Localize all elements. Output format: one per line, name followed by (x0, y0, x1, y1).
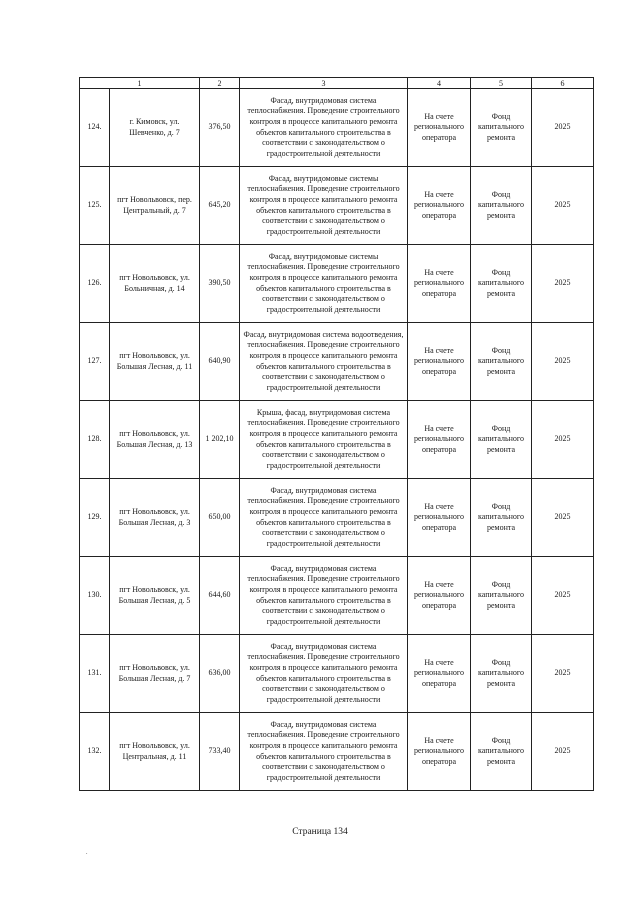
account-cell: На счете регионального оператора (408, 557, 471, 635)
account-cell: На счете регионального оператора (408, 479, 471, 557)
column-number-row (80, 78, 594, 89)
row-number: 132. (80, 713, 110, 791)
address-cell: пгт Новольвовск, ул. Большая Лесная, д. 5 (110, 557, 200, 635)
fund-cell: Фонд капитального ремонта (471, 479, 532, 557)
column-number: 1 (80, 78, 200, 89)
address-cell: пгт Новольвовск, ул. Больничная, д. 14 (110, 245, 200, 323)
works-cell: Фасад, внутридомовые системы теплоснабжения. Проведение строительного контроля в процессе капитального ремонта объектов капитального строительства в соответствии с законодательством о градостроительной деятельности (240, 245, 408, 323)
fund-cell: Фонд капитального ремонта (471, 245, 532, 323)
account-cell: На счете регионального оператора (408, 635, 471, 713)
table-row (80, 401, 594, 479)
works-cell: Крыша, фасад, внутридомовая система теплоснабжения. Проведение строительного контроля в процессе капитального ремонта объектов капитального строительства в соответствии с законодательством о градостроительной деятельности (240, 401, 408, 479)
table-row (80, 557, 594, 635)
works-cell: Фасад, внутридомовая система теплоснабжения. Проведение строительного контроля в процессе капитального ремонта объектов капитального строительства в соответствии с законодательством о градостроительной деятельности (240, 479, 408, 557)
works-cell: Фасад, внутридомовая система теплоснабжения. Проведение строительного контроля в процессе капитального ремонта объектов капитального строительства в соответствии с законодательством о градостроительной деятельности (240, 635, 408, 713)
scan-speck: . (86, 850, 88, 856)
year-cell: 2025 (532, 713, 594, 791)
fund-cell: Фонд капитального ремонта (471, 557, 532, 635)
area-cell: 640,90 (200, 323, 240, 401)
column-number: 2 (200, 78, 240, 89)
column-number: 6 (532, 78, 594, 89)
row-number: 126. (80, 245, 110, 323)
page-number: Страница 134 (292, 827, 348, 837)
area-cell: 376,50 (200, 89, 240, 167)
row-number: 125. (80, 167, 110, 245)
works-cell: Фасад, внутридомовая система теплоснабжения. Проведение строительного контроля в процессе капитального ремонта объектов капитального строительства в соответствии с законодательством о градостроительной деятельности (240, 557, 408, 635)
row-number: 129. (80, 479, 110, 557)
year-cell: 2025 (532, 635, 594, 713)
account-cell: На счете регионального оператора (408, 401, 471, 479)
address-cell: пгт Новольвовск, пер. Центральный, д. 7 (110, 167, 200, 245)
row-number: 131. (80, 635, 110, 713)
table-row (80, 167, 594, 245)
address-cell: пгт Новольвовск, ул. Центральная, д. 11 (110, 713, 200, 791)
table-row (80, 479, 594, 557)
area-cell: 390,50 (200, 245, 240, 323)
address-cell: пгт Новольвовск, ул. Большая Лесная, д. 13 (110, 401, 200, 479)
year-cell: 2025 (532, 479, 594, 557)
account-cell: На счете регионального оператора (408, 245, 471, 323)
account-cell: На счете регионального оператора (408, 323, 471, 401)
works-cell: Фасад, внутридомовая система теплоснабжения. Проведение строительного контроля в процессе капитального ремонта объектов капитального строительства в соответствии с законодательством о градостроительной деятельности (240, 713, 408, 791)
table-row (80, 89, 594, 167)
row-number: 128. (80, 401, 110, 479)
column-number: 5 (471, 78, 532, 89)
area-cell: 636,00 (200, 635, 240, 713)
fund-cell: Фонд капитального ремонта (471, 89, 532, 167)
address-cell: пгт Новольвовск, ул. Большая Лесная, д. 11 (110, 323, 200, 401)
address-cell: г. Кимовск, ул. Шевченко, д. 7 (110, 89, 200, 167)
year-cell: 2025 (532, 557, 594, 635)
table-row (80, 635, 594, 713)
column-number: 4 (408, 78, 471, 89)
works-cell: Фасад, внутридомовые системы теплоснабжения. Проведение строительного контроля в процессе капитального ремонта объектов капитального строительства в соответствии с законодательством о градостроительной деятельности (240, 167, 408, 245)
table-row (80, 323, 594, 401)
account-cell: На счете регионального оператора (408, 89, 471, 167)
works-cell: Фасад, внутридомовая система теплоснабжения. Проведение строительного контроля в процессе капитального ремонта объектов капитального строительства в соответствии с законодательством о градостроительной деятельности (240, 89, 408, 167)
year-cell: 2025 (532, 245, 594, 323)
fund-cell: Фонд капитального ремонта (471, 635, 532, 713)
address-cell: пгт Новольвовск, ул. Большая Лесная, д. 7 (110, 635, 200, 713)
area-cell: 645,20 (200, 167, 240, 245)
area-cell: 644,60 (200, 557, 240, 635)
area-cell: 650,00 (200, 479, 240, 557)
repair-program-table (79, 77, 594, 791)
fund-cell: Фонд капитального ремонта (471, 323, 532, 401)
fund-cell: Фонд капитального ремонта (471, 167, 532, 245)
area-cell: 733,40 (200, 713, 240, 791)
fund-cell: Фонд капитального ремонта (471, 401, 532, 479)
table-row (80, 245, 594, 323)
works-cell: Фасад, внутридомовая система водоотведения, теплоснабжения. Проведение строительного контроля в процессе капитального ремонта объектов капитального строительства в соответствии с законодательством о градостроительной деятельности (240, 323, 408, 401)
address-cell: пгт Новольвовск, ул. Большая Лесная, д. 3 (110, 479, 200, 557)
year-cell: 2025 (532, 401, 594, 479)
table-row (80, 713, 594, 791)
year-cell: 2025 (532, 167, 594, 245)
row-number: 124. (80, 89, 110, 167)
fund-cell: Фонд капитального ремонта (471, 713, 532, 791)
account-cell: На счете регионального оператора (408, 167, 471, 245)
year-cell: 2025 (532, 323, 594, 401)
year-cell: 2025 (532, 89, 594, 167)
column-number: 3 (240, 78, 408, 89)
row-number: 130. (80, 557, 110, 635)
account-cell: На счете регионального оператора (408, 713, 471, 791)
area-cell: 1 202,10 (200, 401, 240, 479)
row-number: 127. (80, 323, 110, 401)
